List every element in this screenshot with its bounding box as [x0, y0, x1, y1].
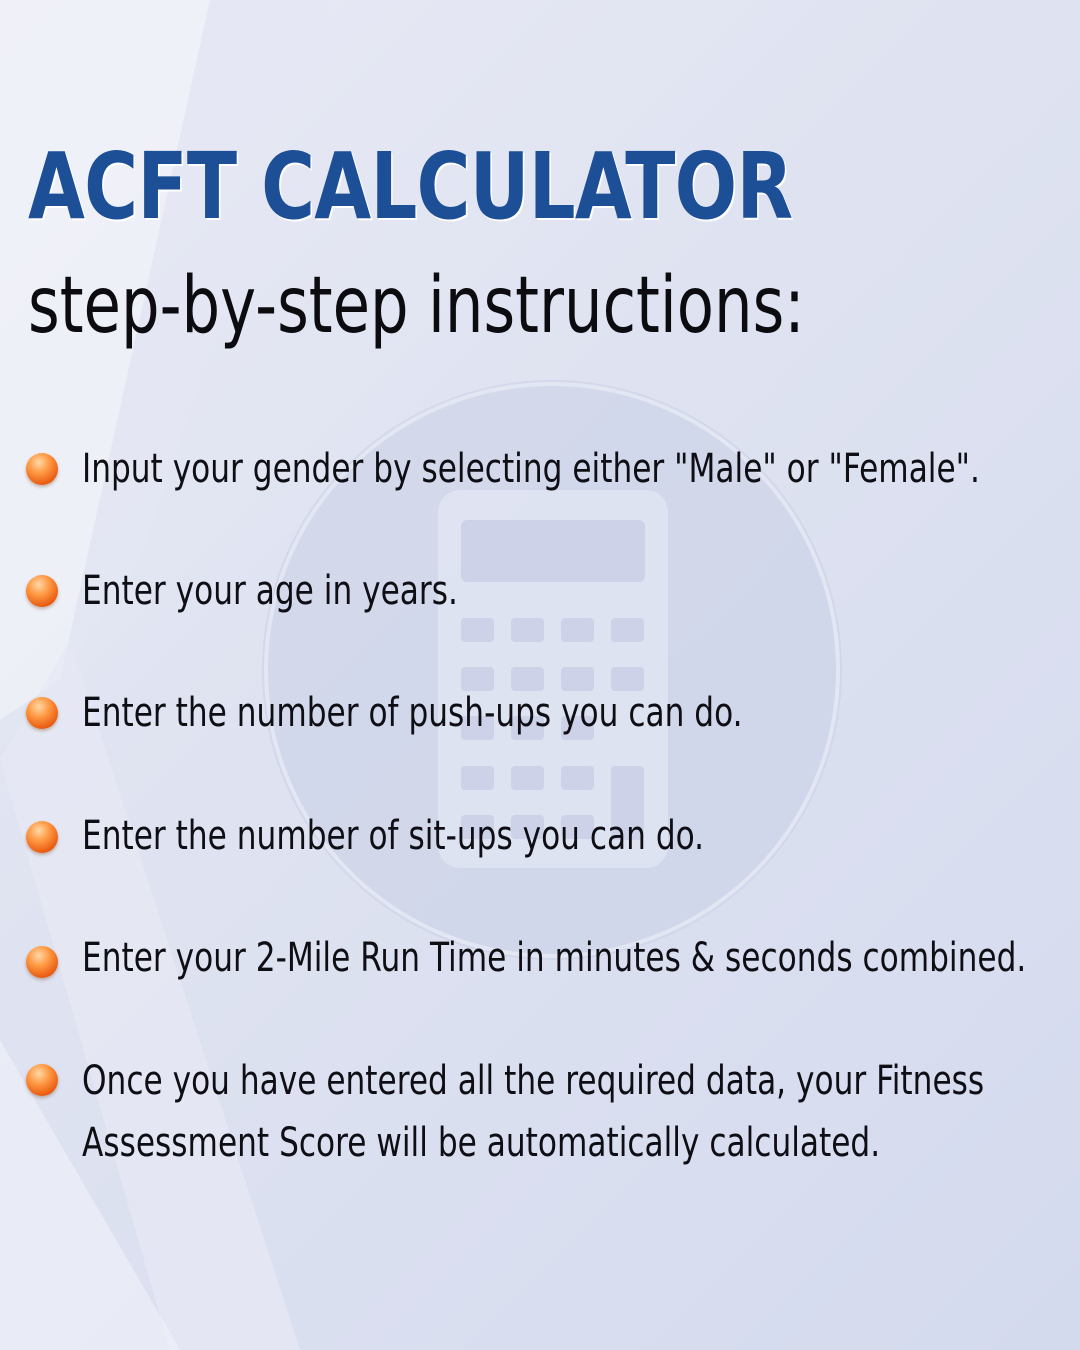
step-text: Once you have entered all the required data, your Fitness	[82, 1058, 985, 1104]
orange-sphere-icon	[26, 453, 58, 485]
orange-sphere-icon	[26, 697, 58, 729]
step-text: Enter your 2-Mile Run Time in minutes & seconds combined.	[82, 935, 1027, 981]
orange-sphere-icon	[26, 1064, 58, 1096]
page-title: ACFT CALCULATOR	[28, 133, 793, 240]
orange-sphere-icon	[26, 821, 58, 853]
page-subtitle: step-by-step instructions:	[28, 261, 805, 351]
orange-sphere-icon	[26, 946, 58, 978]
step-text: Enter your age in years.	[82, 568, 458, 614]
orange-sphere-icon	[26, 575, 58, 607]
step-text: Input your gender by selecting either "Male" or "Female".	[82, 446, 980, 492]
step-text: Enter the number of push-ups you can do.	[82, 690, 743, 736]
step-text-continued: Assessment Score will be automatically calculated.	[82, 1120, 881, 1166]
step-text: Enter the number of sit-ups you can do.	[82, 813, 705, 859]
